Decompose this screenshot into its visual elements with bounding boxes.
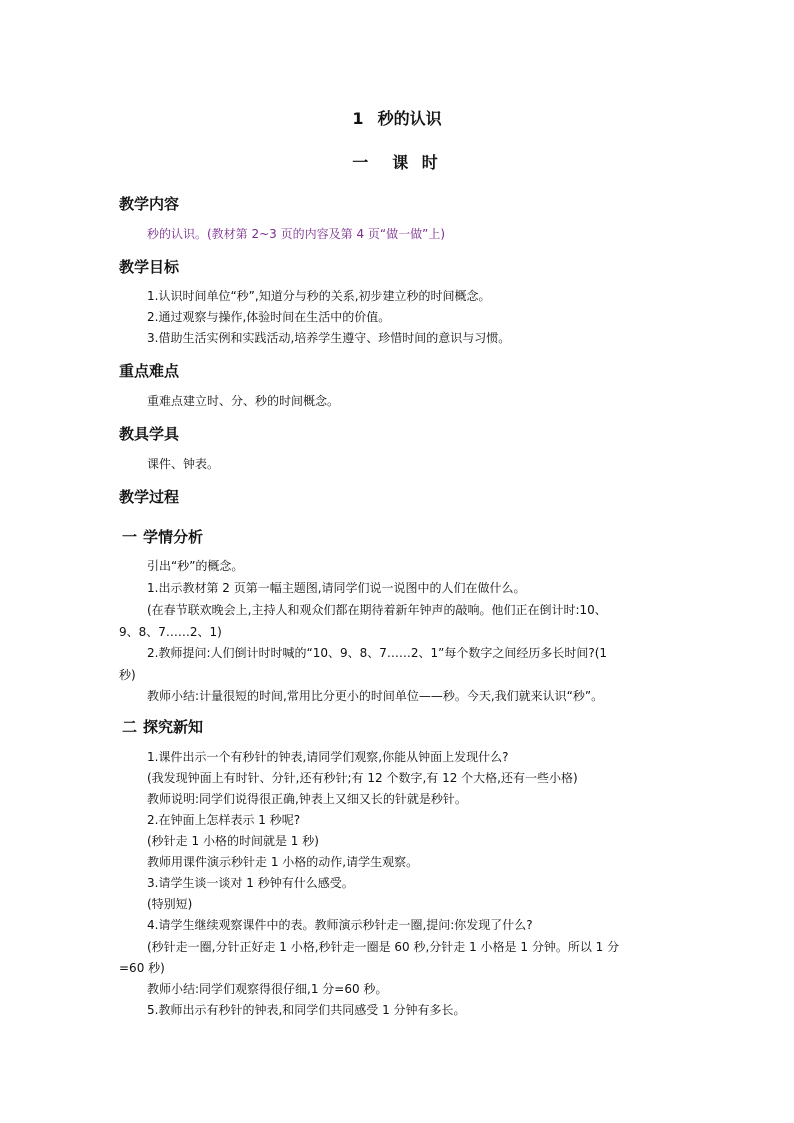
part1-line-5: 2.教师提问:人们倒计时时喊的“10、9、8、7……2、1”每个数字之间经历多长时间?(1 [147, 646, 608, 660]
part2-heading-text: 探究新知 [143, 718, 204, 736]
part1-line-2: 1.出示教材第 2 页第一幅主题图,请同学们说一说图中的人们在做什么。 [147, 581, 526, 595]
part2-line-5: (秒针走 1 小格的时间就是 1 秒) [147, 834, 319, 848]
part2-line-4: 2.在钟面上怎样表示 1 秒呢? [147, 813, 301, 827]
part1-line-1: 引出“秒”的概念。 [147, 559, 244, 573]
part1-line-7: 教师小结:计量很短的时间,常用比分更小的时间单位——秒。今天,我们就来认识“秒”。 [147, 689, 604, 703]
part2-line-1: 1.课件出示一个有秒针的钟表,请同学们观察,你能从钟面上发现什么? [147, 750, 509, 764]
lesson-number: 1 [352, 109, 364, 128]
part2-line-6: 教师用课件演示秒针走 1 小格的动作,请学生观察。 [147, 855, 419, 869]
part2-line-9: 4.请学生继续观察课件中的表。教师演示秒针走一圈,提问:你发现了什么? [147, 918, 533, 932]
part2-line-13: 5.教师出示有秒针的钟表,和同学们共同感受 1 分钟有多长。 [147, 1003, 466, 1017]
section-heading-tools: 教具学具 [119, 425, 180, 443]
goal-item-1: 1.认识时间单位“秒”,知道分与秒的关系,初步建立秒的时间概念。 [147, 289, 491, 303]
section-heading-goals: 教学目标 [119, 258, 180, 276]
part1-line-4: 9、8、7……2、1) [119, 625, 222, 639]
goal-item-3: 3.借助生活实例和实践活动,培养学生遵守、珍惜时间的意识与习惯。 [147, 331, 511, 345]
part2-number: 二 [122, 718, 138, 736]
part1-heading-text: 学情分析 [143, 528, 204, 546]
lesson-title-text: 秒的认识 [377, 109, 442, 128]
part2-line-2: (我发现钟面上有时针、分针,还有秒针;有 12 个数字,有 12 个大格,还有一些小格) [147, 771, 578, 785]
part2-line-8: (特别短) [147, 897, 193, 911]
part2-line-10: (秒针走一圈,分针正好走 1 小格,秒针走一圈是 60 秒,分针走 1 小格是 1 分钟。所以 1 分 [147, 940, 620, 954]
goal-item-2: 2.通过观察与操作,体验时间在生活中的价值。 [147, 310, 391, 324]
content-line: 秒的认识。(教材第 2~3 页的内容及第 4 页“做一做”上) [147, 227, 446, 241]
section-heading-content: 教学内容 [119, 195, 180, 213]
part2-line-7: 3.请学生谈一谈对 1 秒钟有什么感受。 [147, 876, 354, 890]
part1-heading [122, 526, 203, 547]
part2-line-3: 教师说明:同学们说得很正确,钟表上又细又长的针就是秒针。 [147, 792, 467, 806]
tools-line: 课件、钟表。 [147, 457, 220, 471]
part1-line-6: 秒) [119, 668, 136, 682]
part2-line-12: 教师小结:同学们观察得很仔细,1 分=60 秒。 [147, 982, 388, 996]
lesson-subtitle: 一 课 时 [352, 153, 442, 172]
part1-number: 一 [122, 528, 138, 546]
lesson-title [0, 106, 794, 129]
part1-line-3: (在春节联欢晚会上,主持人和观众们都在期待着新年钟声的敲响。他们正在倒计时:10、 [147, 603, 607, 617]
part2-line-11: =60 秒) [119, 961, 165, 975]
section-heading-keypoints: 重点难点 [119, 362, 180, 380]
section-heading-process: 教学过程 [119, 488, 180, 506]
keypoints-line: 重难点建立时、分、秒的时间概念。 [147, 394, 340, 408]
part2-heading [122, 716, 203, 737]
